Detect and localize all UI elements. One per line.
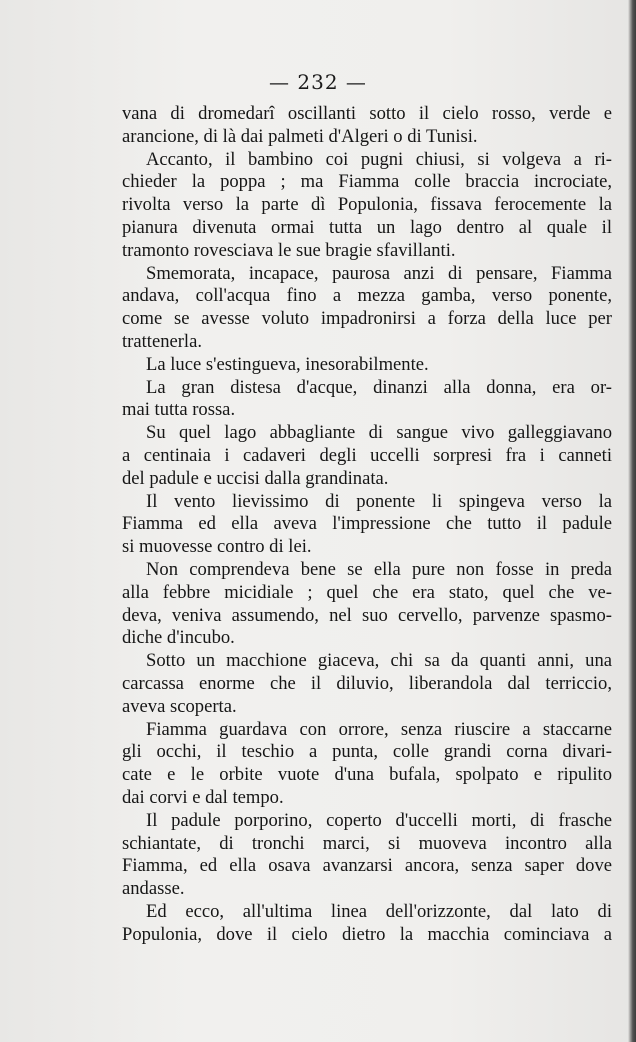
body-text — [122, 103, 612, 946]
text-line: Fiamma ed ella aveva l'impressione che tutto il padule — [122, 513, 612, 535]
text-line: trattenerla. — [122, 330, 203, 352]
text-line: cate e le orbite vuote d'una bufala, spolpato e ripulito — [122, 764, 612, 786]
paragraph — [122, 263, 612, 354]
text-line: Sotto un macchione giaceva, chi sa da quanti anni, una — [146, 650, 612, 672]
text-line: andasse. — [122, 878, 185, 900]
text-line: Su quel lago abbagliante di sangue vivo galleggiavano — [146, 422, 612, 444]
text-line: gli occhi, il teschio a punta, colle grandi corna divari- — [122, 741, 612, 763]
text-line: tramonto rovesciava le sue bragie sfavillanti. — [122, 239, 456, 261]
text-line: del padule e uccisi dalla grandinata. — [122, 467, 389, 489]
text-line: arancione, di là dai palmeti d'Algeri o di Tunisi. — [122, 125, 478, 147]
paragraph — [122, 559, 612, 650]
text-line: diche d'incubo. — [122, 627, 235, 649]
text-line: andava, coll'acqua fino a mezza gamba, verso ponente, — [122, 285, 612, 307]
text-line: vana di dromedarî oscillanti sotto il cielo rosso, verde e — [122, 103, 612, 124]
paragraph — [122, 901, 612, 947]
text-line: Fiamma, ed ella osava avanzarsi ancora, senza saper dove — [122, 855, 612, 877]
text-line: dai corvi e dal tempo. — [122, 786, 284, 808]
text-line: a centinaia i cadaveri degli uccelli sorpresi fra i canneti — [122, 444, 612, 466]
text-line: come se avesse voluto impadronirsi a forza della luce per — [122, 308, 612, 330]
text-line: mai tutta rossa. — [122, 399, 236, 421]
paragraph — [122, 810, 612, 901]
paragraph — [122, 719, 612, 810]
text-line: Accanto, il bambino coi pugni chiusi, si volgeva a ri- — [146, 148, 612, 170]
text-line: si muovesse contro di lei. — [122, 536, 312, 558]
page-edge-shadow — [628, 0, 636, 1042]
page-number: — 232 — — [269, 70, 367, 94]
text-line: pianura divenuta ormai tutta un lago dentro al quale il — [122, 216, 612, 238]
text-line: Ed ecco, all'ultima linea dell'orizzonte, dal lato di — [146, 900, 612, 922]
paragraph — [122, 422, 612, 490]
paragraph — [122, 650, 612, 718]
paragraph — [122, 149, 612, 263]
text-line: deva, veniva assumendo, nel suo cervello, parvenze spasmo- — [122, 604, 612, 626]
text-line: schiantate, di tronchi marci, si muoveva incontro alla — [122, 832, 612, 854]
text-line: alla febbre micidiale ; quel che era stato, quel che ve- — [122, 581, 612, 603]
text-line: Fiamma guardava con orrore, senza riuscire a staccarne — [146, 718, 612, 740]
paragraph — [122, 354, 612, 377]
text-line: carcassa enorme che il diluvio, liberandola dal terriccio, — [122, 672, 612, 694]
paragraph — [122, 377, 612, 423]
text-line: aveva scoperta. — [122, 695, 237, 717]
paragraph — [122, 491, 612, 559]
text-line: rivolta verso la parte dì Populonia, fissava ferocemente la — [122, 194, 612, 216]
paragraph — [122, 103, 612, 149]
text-line: Populonia, dove il cielo dietro la macchia cominciava a — [122, 923, 612, 945]
text-line: Il vento lievissimo di ponente li spingeva verso la — [146, 490, 612, 512]
text-line: Non comprendeva bene se ella pure non fosse in preda — [146, 558, 612, 580]
text-line: La gran distesa d'acque, dinanzi alla donna, era or- — [146, 376, 612, 398]
text-line: La luce s'estingueva, inesorabilmente. — [146, 353, 429, 375]
text-line: Smemorata, incapace, paurosa anzi di pensare, Fiamma — [146, 262, 612, 284]
text-line: chieder la poppa ; ma Fiamma colle braccia incrociate, — [122, 171, 612, 193]
text-line: Il padule porporino, coperto d'uccelli morti, di frasche — [146, 809, 612, 831]
